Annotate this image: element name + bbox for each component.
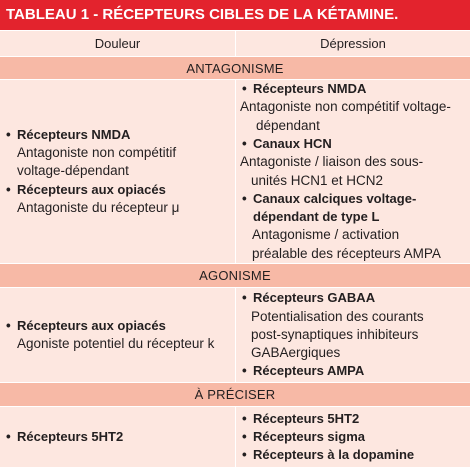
receptor-description: GABAergiques <box>251 345 341 361</box>
receptor-description: Agoniste potentiel du récepteur k <box>17 336 215 351</box>
column-header-douleur: Douleur <box>0 31 235 56</box>
receptor-name: Récepteurs NMDA <box>17 126 131 142</box>
bullet-icon: • <box>242 410 247 426</box>
bullet-icon: • <box>242 135 247 151</box>
receptor-name: Récepteurs aux opiacés <box>17 181 166 197</box>
bullet-icon: • <box>242 290 247 306</box>
receptor-name: Canaux HCN <box>253 135 332 151</box>
receptor-name: Récepteurs 5HT2 <box>253 410 360 426</box>
bullet-icon: • <box>6 126 11 142</box>
cell-agonisme-depression <box>236 288 470 382</box>
receptor-name-continuation: dépendant de type L <box>253 209 380 225</box>
list-item <box>236 135 470 153</box>
receptor-name: Récepteurs à la dopamine <box>253 447 415 463</box>
list-item <box>0 126 235 144</box>
receptor-name: Canaux calciques voltage- <box>253 190 417 206</box>
receptor-description: unités HCN1 et HCN2 <box>251 172 384 188</box>
receptor-description: préalable des récepteurs AMPA <box>252 245 441 261</box>
list-item <box>236 362 470 380</box>
list-item <box>236 446 470 464</box>
receptor-description: Antagoniste non compétitif voltage- <box>240 99 451 115</box>
receptor-name: Récepteurs GABAA <box>253 290 376 306</box>
bullet-icon: • <box>6 428 11 444</box>
bullet-icon: • <box>6 317 11 333</box>
receptor-name: Récepteurs 5HT2 <box>17 428 124 444</box>
receptor-description: Antagoniste du récepteur μ <box>17 199 180 215</box>
receptor-name: Récepteurs NMDA <box>253 81 367 97</box>
receptor-description: voltage-dépendant <box>17 163 129 179</box>
list-item <box>0 428 235 446</box>
cell-antagonisme-depression <box>236 80 470 263</box>
section-row-antagonisme: ANTAGONISME <box>0 57 470 79</box>
receptor-description: Antagoniste / liaison des sous- <box>240 154 424 170</box>
receptor-description: post-synaptiques inhibiteurs <box>251 326 419 342</box>
receptor-name: Récepteurs aux opiacés <box>17 317 166 333</box>
list-item <box>236 289 470 307</box>
section-row-a-preciser: À PRÉCISER <box>0 383 470 406</box>
list-item <box>236 190 470 208</box>
section-row-agonisme: AGONISME <box>0 264 470 287</box>
list-item <box>236 410 470 428</box>
table-title: TABLEAU 1 - RÉCEPTEURS CIBLES DE LA KÉTAMINE. <box>0 0 470 30</box>
receptor-name: Récepteurs AMPA <box>253 363 365 379</box>
receptor-description: Antagoniste non compétitif <box>17 145 177 161</box>
receptor-description: Antagonisme / activation <box>252 227 400 243</box>
cell-a-preciser-douleur <box>0 407 235 467</box>
list-item <box>236 80 470 98</box>
cell-agonisme-douleur <box>0 288 235 382</box>
list-item <box>236 428 470 446</box>
receptor-description: Potentialisation des courants <box>251 308 424 324</box>
bullet-icon: • <box>6 181 11 197</box>
bullet-icon: • <box>242 81 247 97</box>
bullet-icon: • <box>242 190 247 206</box>
bullet-icon: • <box>242 428 247 444</box>
bullet-icon: • <box>242 363 247 379</box>
list-item <box>0 181 235 199</box>
cell-a-preciser-depression <box>236 407 470 467</box>
receptor-name: Récepteurs sigma <box>253 428 365 444</box>
column-header-depression: Dépression <box>236 31 470 56</box>
cell-antagonisme-douleur <box>0 80 235 263</box>
bullet-icon: • <box>242 447 247 463</box>
receptor-description: dépendant <box>256 117 320 133</box>
list-item <box>0 317 235 335</box>
